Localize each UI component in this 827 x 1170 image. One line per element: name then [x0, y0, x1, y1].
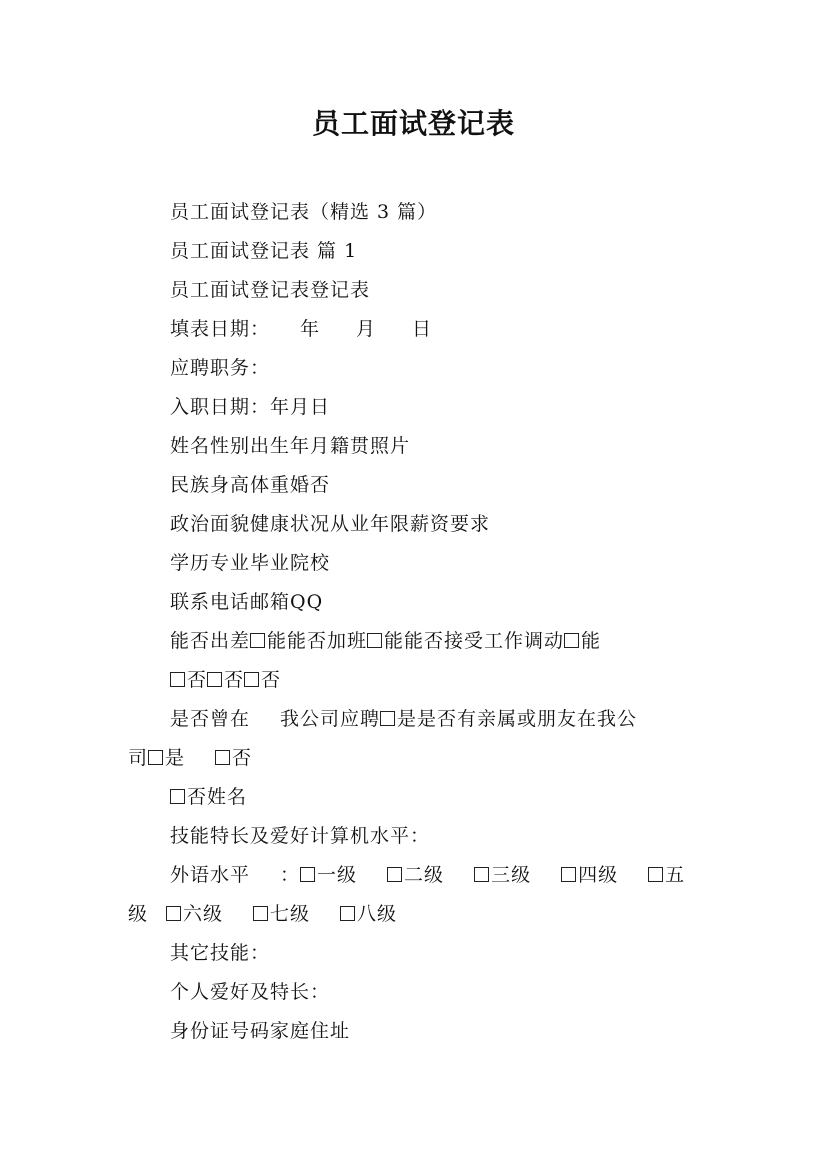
month-label: 月 — [356, 318, 377, 340]
text-line: 员工面试登记表（精选 3 篇） — [170, 201, 438, 223]
text-segment: 司 — [128, 747, 149, 769]
checkbox[interactable] — [648, 867, 663, 882]
checkbox[interactable] — [387, 867, 402, 882]
fill-date-line — [128, 310, 708, 349]
text-line: 应聘职务： — [170, 357, 271, 379]
relative-name-line — [128, 778, 708, 817]
year-label: 年 — [300, 318, 321, 340]
checkbox[interactable] — [561, 867, 576, 882]
text-segment: 能能否接受工作调动 — [384, 630, 565, 652]
text-line: 民族身高体重婚否 — [170, 474, 331, 496]
checkbox[interactable] — [474, 867, 489, 882]
previous-application-line — [128, 700, 708, 739]
checkbox[interactable] — [367, 633, 382, 648]
text-segment: 六级 — [183, 903, 224, 925]
text-segment: 否 — [187, 669, 208, 691]
checkbox[interactable] — [253, 906, 268, 921]
text-segment: 否 — [261, 669, 282, 691]
text-line: 姓名性别出生年月籍贯照片 — [170, 435, 411, 457]
text-segment: 外语水平 — [170, 864, 251, 886]
text-line: 其它技能： — [170, 942, 271, 964]
checkbox[interactable] — [300, 867, 315, 882]
checkbox[interactable] — [166, 906, 181, 921]
text-segment: 级 — [128, 903, 149, 925]
text-segment: 八级 — [357, 903, 398, 925]
checkbox[interactable] — [250, 633, 265, 648]
day-label: 日 — [412, 318, 433, 340]
checkbox[interactable] — [215, 750, 230, 765]
checkbox[interactable] — [244, 672, 259, 687]
text-segment: 能否出差 — [170, 630, 251, 652]
text-segment: 我公司应聘 — [280, 708, 381, 730]
text-segment: 七级 — [270, 903, 311, 925]
text-segment: 能能否加班 — [267, 630, 368, 652]
text-segment: 四级 — [578, 864, 619, 886]
text-line: 身份证号码家庭住址 — [170, 1020, 351, 1042]
checkbox[interactable] — [340, 906, 355, 921]
text-line: 政治面貌健康状况从业年限薪资要求 — [170, 513, 491, 535]
text-segment: 是是否有亲属或朋友在我公 — [397, 708, 638, 730]
checkbox[interactable] — [207, 672, 222, 687]
language-level-line — [128, 856, 708, 895]
checkbox[interactable] — [564, 633, 579, 648]
fill-date-label: 填表日期： — [170, 318, 271, 340]
text-line: 入职日期：年月日 — [170, 396, 331, 418]
document-title: 员工面试登记表 — [311, 107, 515, 140]
availability-line — [128, 622, 708, 661]
text-segment: 能 — [581, 630, 602, 652]
text-line: 学历专业毕业院校 — [170, 552, 331, 574]
text-line: 员工面试登记表登记表 — [170, 279, 371, 301]
checkbox[interactable] — [170, 672, 185, 687]
text-line: 个人爱好及特长： — [170, 981, 331, 1003]
text-line: 技能特长及爱好计算机水平： — [170, 825, 431, 847]
checkbox[interactable] — [380, 711, 395, 726]
text-segment: 五 — [665, 864, 686, 886]
text-line: 员工面试登记表 篇 1 — [170, 240, 358, 262]
relatives-line — [128, 739, 708, 778]
text-line: 联系电话邮箱QQ — [170, 591, 324, 613]
text-segment: 二级 — [404, 864, 445, 886]
text-segment: 否 — [232, 747, 253, 769]
language-level-line-2 — [128, 895, 708, 934]
checkbox[interactable] — [170, 789, 185, 804]
text-segment: 是否曾在 — [170, 708, 251, 730]
text-segment: 否 — [224, 669, 245, 691]
text-segment: ： — [280, 864, 301, 886]
text-segment: 三级 — [491, 864, 532, 886]
document-body — [128, 193, 708, 1051]
checkbox[interactable] — [148, 750, 163, 765]
text-segment: 一级 — [317, 864, 358, 886]
text-segment: 是 — [165, 747, 186, 769]
availability-no-line — [128, 661, 708, 700]
text-segment: 否姓名 — [187, 786, 248, 808]
